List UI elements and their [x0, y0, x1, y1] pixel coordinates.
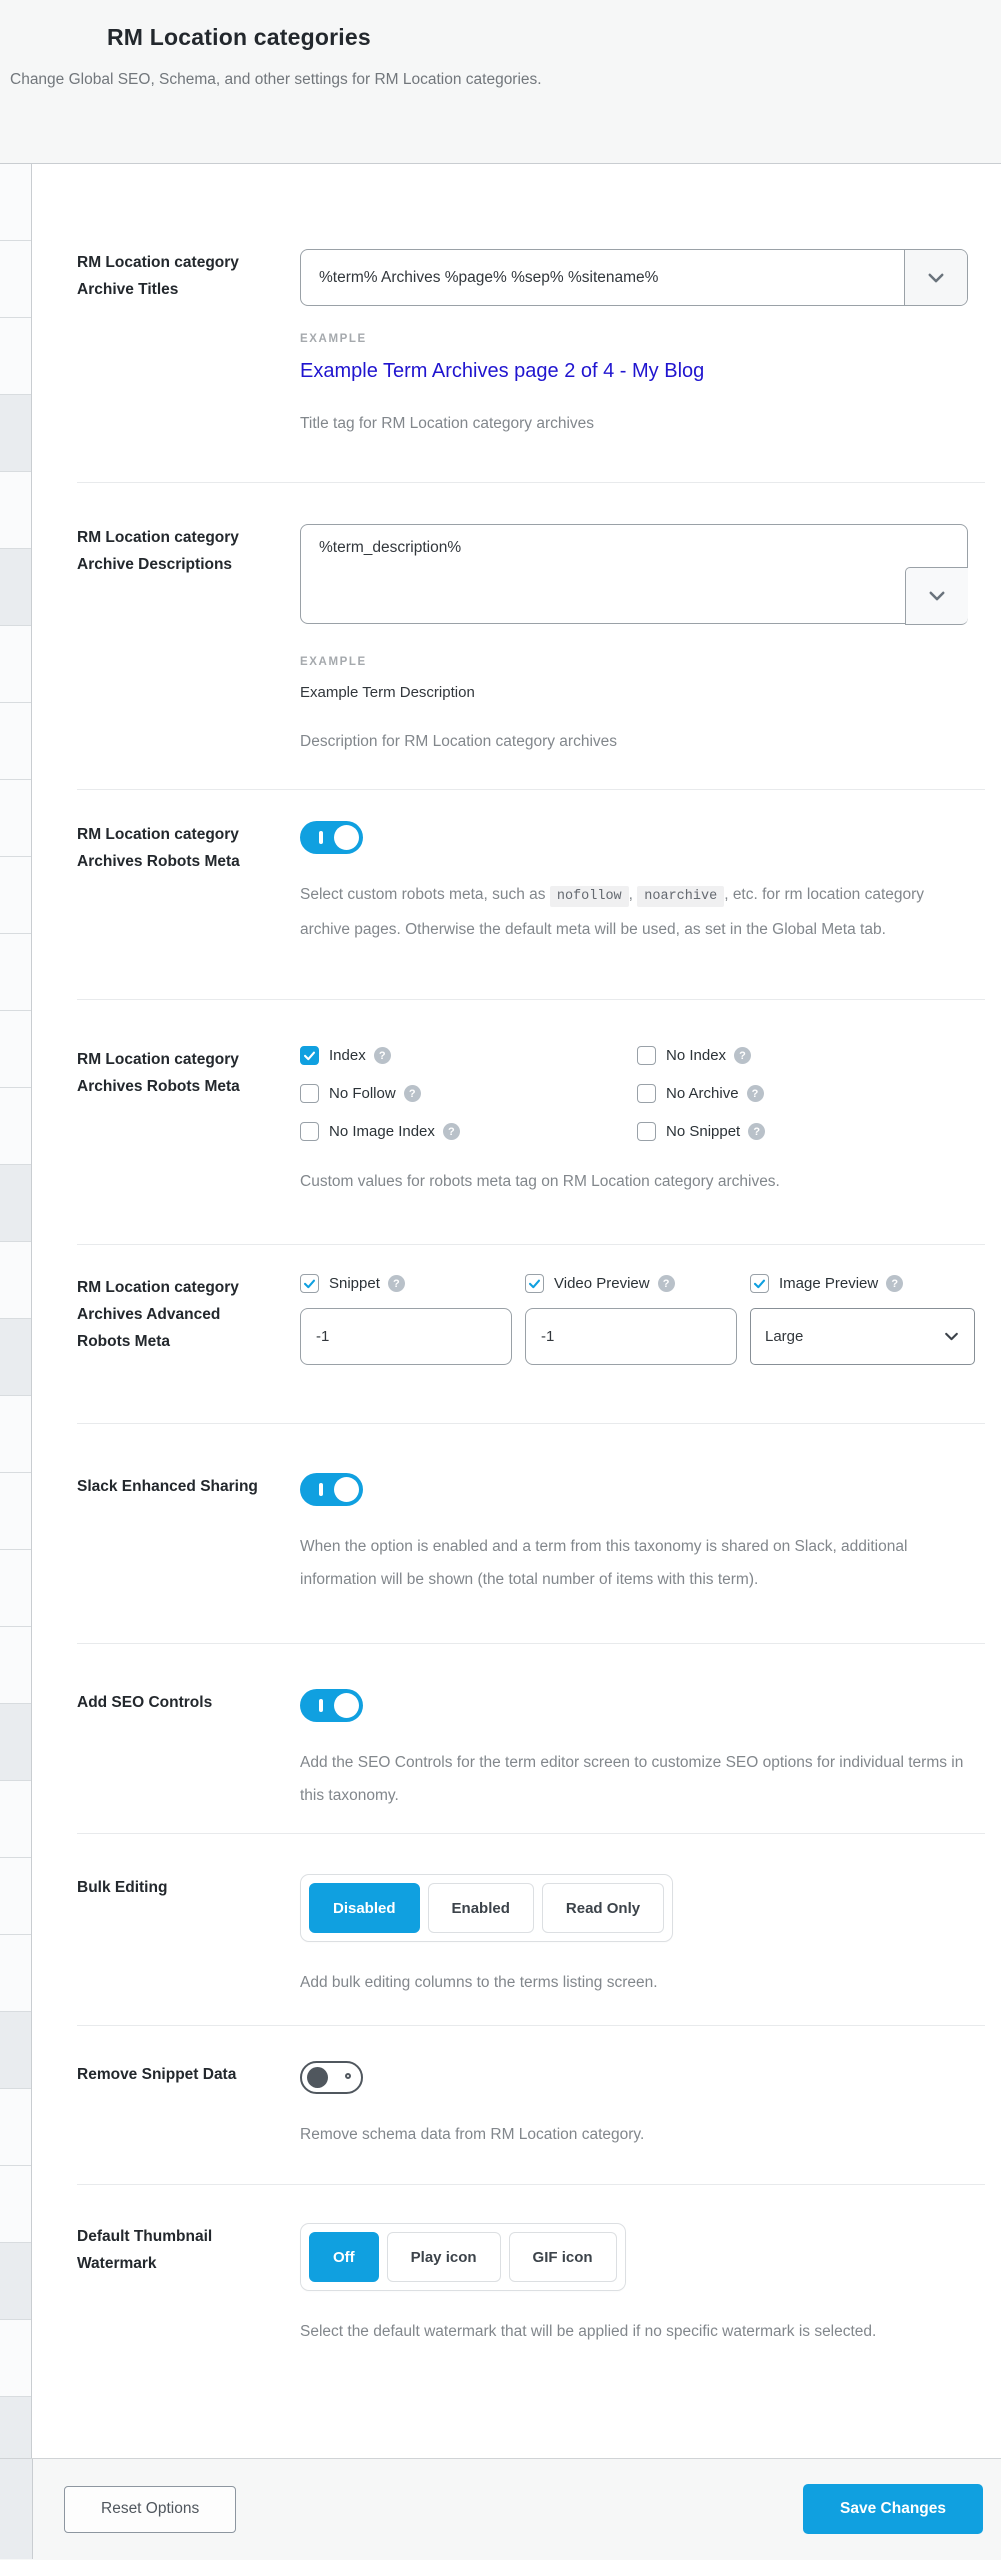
- slack-sharing-toggle[interactable]: [300, 1473, 363, 1506]
- sidebar-tab-cell: [0, 780, 31, 857]
- watermark-button-group: [300, 2223, 626, 2291]
- checkbox-unchecked: [300, 1084, 319, 1103]
- checkbox-no-follow[interactable]: No Follow ?: [300, 1084, 637, 1103]
- setting-help-text: Select custom robots meta, such as nofollow , noarchive , etc. for rm location category archive pages. Otherwise the default meta will be used, as set in the Global Meta tab.: [300, 886, 925, 938]
- question-icon[interactable]: ?: [748, 1123, 765, 1140]
- setting-label: RM Location category Archive Descriptions: [77, 529, 239, 574]
- sidebar-tab-cell: [0, 1088, 31, 1165]
- toggle-knob: [334, 1693, 359, 1718]
- settings-panel: [32, 164, 1001, 2458]
- chevron-down-icon: [927, 586, 947, 606]
- toggle-off-ring: [345, 2073, 351, 2079]
- sidebar-tab-cell: [0, 472, 31, 549]
- setting-help-text: Select the default watermark that will be applied if no specific watermark is selected.: [300, 2323, 877, 2340]
- setting-row-seo-controls: [32, 1643, 1001, 1833]
- sidebar-tab-cell: [0, 2320, 31, 2397]
- sidebar-tab-cell: [0, 2397, 31, 2458]
- toggle-on-bar: [319, 1699, 323, 1712]
- sidebar-tab-cell: [0, 1935, 31, 2012]
- example-label: EXAMPLE: [300, 333, 367, 345]
- checkbox-no-index[interactable]: No Index ?: [637, 1046, 968, 1065]
- watermark-gif-icon-button[interactable]: GIF icon: [509, 2232, 617, 2282]
- checkbox-no-archive[interactable]: No Archive ?: [637, 1084, 968, 1103]
- checkbox-unchecked: [300, 1122, 319, 1141]
- robots-checkbox-grid: [300, 1046, 968, 1141]
- archive-description-textarea[interactable]: [300, 524, 968, 624]
- setting-help-text: Description for RM Location category archives: [300, 733, 618, 750]
- settings-layout: [0, 163, 1001, 2458]
- sidebar-tab-cell: [0, 1858, 31, 1935]
- checkbox-unchecked: [637, 1084, 656, 1103]
- checkbox-checked: [300, 1274, 319, 1293]
- checkbox-checked: [300, 1046, 319, 1065]
- watermark-off-button[interactable]: Off: [309, 2232, 379, 2282]
- checkbox-checked: [750, 1274, 769, 1293]
- sidebar-tab-cell: [0, 395, 31, 472]
- sidebar-tab-cell: [0, 1165, 31, 1242]
- save-changes-button[interactable]: Save Changes: [803, 2484, 983, 2534]
- toggle-on-bar: [319, 831, 323, 844]
- code-chip: noarchive: [637, 886, 724, 907]
- sidebar-tab-cell: [0, 857, 31, 934]
- setting-label: RM Location category Archives Advanced Robots Meta: [77, 1279, 239, 1351]
- setting-label: Slack Enhanced Sharing: [77, 1478, 258, 1495]
- chevron-down-icon: [943, 1328, 960, 1345]
- setting-label: Default Thumbnail Watermark: [77, 2228, 213, 2273]
- robots-meta-toggle[interactable]: [300, 821, 363, 854]
- setting-row-archive-titles: [32, 164, 1001, 482]
- page-title: RM Location categories: [107, 24, 371, 50]
- serp-title-preview: Example Term Archives page 2 of 4 - My Blog: [300, 360, 705, 382]
- sidebar-tab-cell: [0, 2089, 31, 2166]
- question-icon[interactable]: ?: [658, 1275, 675, 1292]
- setting-row-remove-snippet-data: [32, 2025, 1001, 2184]
- question-icon[interactable]: ?: [443, 1123, 460, 1140]
- advanced-robots-grid: [300, 1274, 968, 1365]
- video-preview-input[interactable]: [525, 1308, 737, 1365]
- setting-label: Bulk Editing: [77, 1879, 168, 1896]
- toggle-knob: [307, 2067, 328, 2088]
- check-icon: [528, 1277, 541, 1290]
- setting-help-text: Add the SEO Controls for the term editor screen to customize SEO options for individual terms in this taxonomy.: [300, 1754, 964, 1804]
- setting-label: Remove Snippet Data: [77, 2066, 237, 2083]
- sidebar-tab-cell: [0, 703, 31, 780]
- setting-help-text: When the option is enabled and a term from this taxonomy is shared on Slack, additional information will be shown (the total number of items with this term).: [300, 1538, 908, 1588]
- seo-controls-toggle[interactable]: [300, 1689, 363, 1722]
- check-icon: [303, 1277, 316, 1290]
- sidebar-tab-cell: [0, 241, 31, 318]
- question-icon[interactable]: ?: [388, 1275, 405, 1292]
- snippet-length-input[interactable]: [300, 1308, 512, 1365]
- setting-help-text: Title tag for RM Location category archives: [300, 415, 595, 432]
- archive-title-input[interactable]: [301, 250, 904, 305]
- question-icon[interactable]: ?: [404, 1085, 421, 1102]
- sidebar-tab-cell: [0, 1319, 31, 1396]
- setting-row-robots-meta-checkboxes: [32, 999, 1001, 1244]
- sidebar-tab-cell: [0, 1781, 31, 1858]
- sidebar-tab-cell: [0, 1627, 31, 1704]
- serp-description-preview: Example Term Description: [300, 684, 475, 701]
- sidebar-tab-cell: [0, 1473, 31, 1550]
- checkbox-unchecked: [637, 1046, 656, 1065]
- checkbox-snippet[interactable]: Snippet ?: [300, 1274, 512, 1293]
- sidebar-tab-cell: [0, 549, 31, 626]
- bulk-editing-disabled-button[interactable]: Disabled: [309, 1883, 420, 1933]
- checkbox-no-snippet[interactable]: No Snippet ?: [637, 1122, 968, 1141]
- toggle-on-bar: [319, 1483, 323, 1496]
- setting-row-advanced-robots: [32, 1244, 1001, 1423]
- check-icon: [303, 1049, 316, 1062]
- setting-row-robots-meta-toggle: [32, 789, 1001, 999]
- remove-snippet-toggle[interactable]: [300, 2061, 363, 2094]
- question-icon[interactable]: ?: [747, 1085, 764, 1102]
- toggle-knob: [334, 825, 359, 850]
- code-chip: nofollow: [550, 886, 629, 907]
- question-icon[interactable]: ?: [734, 1047, 751, 1064]
- sidebar-tab-cell: [0, 1242, 31, 1319]
- watermark-play-icon-button[interactable]: Play icon: [387, 2232, 501, 2282]
- bulk-editing-button-group: [300, 1874, 673, 1942]
- bulk-editing-readonly-button[interactable]: Read Only: [542, 1883, 664, 1933]
- variables-dropdown-button[interactable]: [905, 567, 968, 625]
- sidebar-tab-cell: [0, 1396, 31, 1473]
- archive-title-combo: [300, 249, 968, 306]
- sidebar-tab-cell: [0, 2012, 31, 2089]
- variables-dropdown-button[interactable]: [904, 250, 967, 305]
- checkbox-checked: [525, 1274, 544, 1293]
- sidebar-tab-cell: [0, 626, 31, 703]
- image-preview-select[interactable]: Large: [750, 1308, 975, 1365]
- reset-options-button[interactable]: Reset Options: [64, 2486, 236, 2533]
- bulk-editing-enabled-button[interactable]: Enabled: [428, 1883, 534, 1933]
- question-icon[interactable]: ?: [374, 1047, 391, 1064]
- sidebar-tab-cell: [0, 164, 31, 241]
- archive-description-combo: [300, 524, 968, 629]
- sidebar-tab-cell: [0, 318, 31, 395]
- setting-help-text: Custom values for robots meta tag on RM Location category archives.: [300, 1173, 780, 1190]
- setting-label: RM Location category Archive Titles: [77, 254, 239, 299]
- setting-row-bulk-editing: [32, 1833, 1001, 2025]
- checkbox-unchecked: [637, 1122, 656, 1141]
- setting-row-archive-descriptions: [32, 482, 1001, 789]
- sidebar-tab-cell: [0, 2166, 31, 2243]
- sidebar-tab-cell: [0, 1704, 31, 1781]
- question-icon[interactable]: ?: [886, 1275, 903, 1292]
- setting-row-slack-sharing: [32, 1423, 1001, 1643]
- sidebar-tab-cell: [0, 1011, 31, 1088]
- page-header: [0, 0, 1001, 163]
- sidebar-tab-strip[interactable]: [0, 164, 32, 2458]
- setting-label: Add SEO Controls: [77, 1694, 213, 1711]
- settings-footer: [0, 2458, 1001, 2559]
- toggle-knob: [334, 1477, 359, 1502]
- page-subtitle: Change Global SEO, Schema, and other settings for RM Location categories.: [10, 71, 542, 88]
- example-label: EXAMPLE: [300, 656, 367, 668]
- sidebar-tab-cell: [0, 2243, 31, 2320]
- chevron-down-icon: [926, 268, 946, 288]
- check-icon: [753, 1277, 766, 1290]
- checkbox-image-preview[interactable]: Image Preview ?: [750, 1274, 975, 1293]
- setting-label: RM Location category Archives Robots Meta: [77, 1051, 240, 1096]
- setting-help-text: Remove schema data from RM Location category.: [300, 2126, 645, 2143]
- sidebar-tab-cell: [0, 1550, 31, 1627]
- setting-help-text: Add bulk editing columns to the terms listing screen.: [300, 1974, 658, 1991]
- setting-row-thumbnail-watermark: [32, 2184, 1001, 2458]
- checkbox-index[interactable]: Index ?: [300, 1046, 637, 1065]
- checkbox-video-preview[interactable]: Video Preview ?: [525, 1274, 737, 1293]
- sidebar-tab-cell: [0, 934, 31, 1011]
- setting-label: RM Location category Archives Robots Meta: [77, 826, 240, 871]
- checkbox-no-image-index[interactable]: No Image Index ?: [300, 1122, 637, 1141]
